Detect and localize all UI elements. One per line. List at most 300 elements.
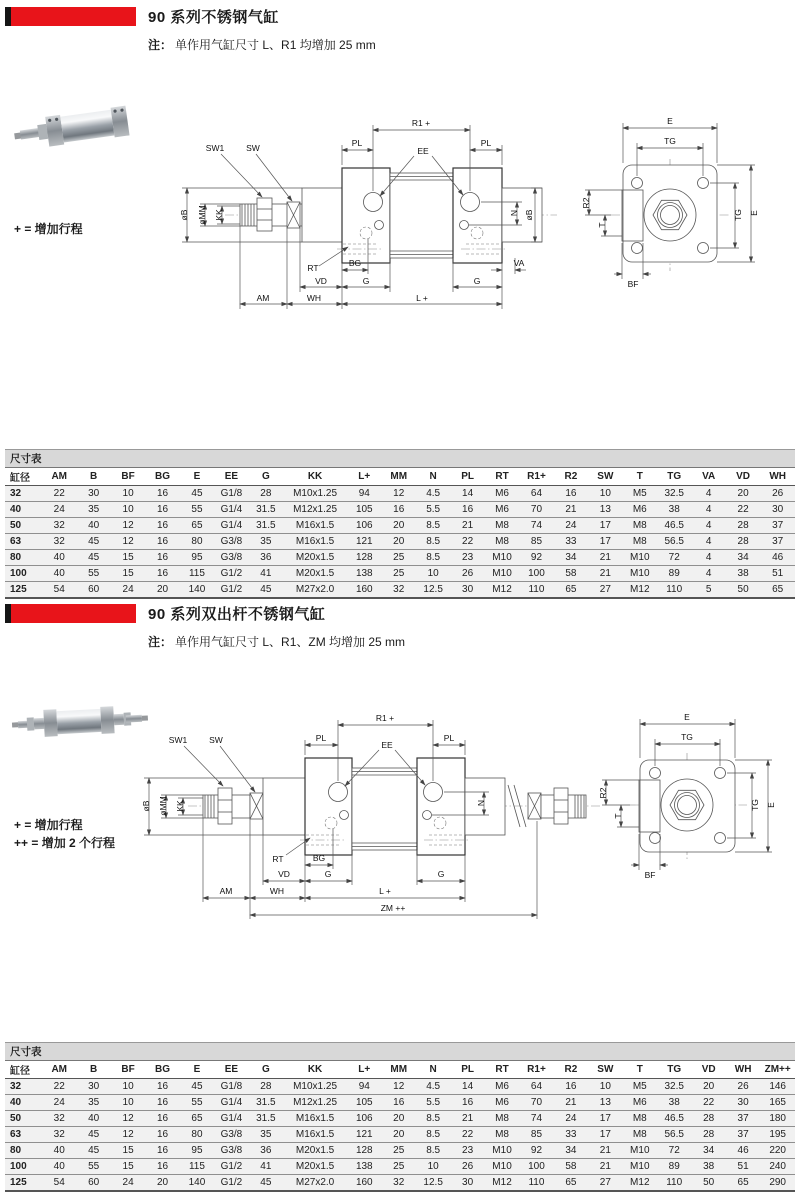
dim-cell: 23 [450, 550, 484, 566]
dim-cell: 64 [519, 1079, 553, 1095]
section2-note [148, 633, 405, 650]
dim-cell: 50 [691, 1175, 725, 1192]
dim-cell: G3/8 [214, 550, 248, 566]
dim-cell: 92 [519, 1143, 553, 1159]
dim-cell: 51 [760, 566, 795, 582]
dim-cell: 20 [691, 1079, 725, 1095]
dim-cell: G3/8 [214, 1143, 248, 1159]
label-ob: øB [524, 209, 534, 221]
dim-cell: 40 [76, 1111, 110, 1127]
column-header: EE [214, 1061, 248, 1079]
bore-cell: 63 [5, 1127, 42, 1143]
double-rod-end-view [630, 753, 747, 860]
dim-cell: 8.5 [416, 1143, 450, 1159]
dim-cell: 45 [180, 1079, 214, 1095]
dim-cell: 140 [180, 1175, 214, 1192]
dim-cell: 28 [726, 518, 760, 534]
dim-cell: 22 [42, 486, 76, 502]
dim-cell: 92 [519, 550, 553, 566]
dim-cell: M10 [623, 1159, 657, 1175]
dim-cell: 34 [554, 1143, 588, 1159]
column-header: E [180, 468, 214, 486]
dim-cell: M10 [485, 1143, 519, 1159]
dim-cell: 24 [554, 518, 588, 534]
dim-cell: 30 [450, 582, 484, 599]
label-kk: KK [175, 800, 185, 812]
dim-cell: 31.5 [249, 1095, 283, 1111]
dim-cell: 4 [691, 550, 725, 566]
dim-cell: 13 [588, 502, 622, 518]
dim-cell: 37 [726, 1127, 760, 1143]
label-l: L + [379, 886, 391, 896]
dim-cell: 16 [145, 518, 179, 534]
dim-cell: 138 [347, 1159, 381, 1175]
column-header: SW [588, 1061, 622, 1079]
dim-cell: 72 [657, 1143, 691, 1159]
column-header: MM [382, 1061, 416, 1079]
dim-cell: 32 [42, 534, 76, 550]
bore-cell: 50 [5, 1111, 42, 1127]
dim-cell: 22 [450, 534, 484, 550]
label-pl: PL [315, 733, 327, 743]
dim-cell: 4 [691, 502, 725, 518]
section2-banner [5, 604, 136, 623]
label-am: AM [219, 886, 233, 896]
dim-cell: 40 [42, 1159, 76, 1175]
dim-cell: 27 [588, 582, 622, 599]
dim-cell: 21 [450, 1111, 484, 1127]
dim-cell: 34 [691, 1143, 725, 1159]
dim-cell: M5 [623, 486, 657, 502]
dim-cell: 106 [347, 518, 381, 534]
dim-cell: 26 [450, 566, 484, 582]
dim-cell: 25 [382, 566, 416, 582]
dim-cell: 110 [657, 1175, 691, 1192]
label-rt: RT [307, 263, 319, 273]
dim-cell: 8.5 [416, 1111, 450, 1127]
dim-cell: G1/2 [214, 566, 248, 582]
dim-cell: 36 [249, 550, 283, 566]
dim-cell: 10 [111, 1079, 145, 1095]
column-header: MM [382, 468, 416, 486]
label-e: E [766, 802, 776, 808]
dim-cell: G3/8 [214, 534, 248, 550]
dim-cell: 32.5 [657, 486, 691, 502]
label-sw1: SW1 [168, 735, 188, 745]
table-row [5, 534, 795, 550]
column-header: SW [588, 468, 622, 486]
dim-cell: 28 [691, 1127, 725, 1143]
dim-cell: G3/8 [214, 1127, 248, 1143]
dim-cell: 95 [180, 1143, 214, 1159]
dim-cell: 51 [726, 1159, 760, 1175]
dim-cell: M27x2.0 [283, 1175, 347, 1192]
label-ob: øB [179, 209, 189, 221]
section2-title: 90 系列双出杆不锈钢气缸 [148, 606, 326, 623]
column-header: TG [657, 468, 691, 486]
dim-cell: 55 [76, 1159, 110, 1175]
label-pl: PL [351, 138, 363, 148]
dim-cell: 15 [111, 566, 145, 582]
table-row [5, 582, 795, 599]
column-header: KK [283, 1061, 347, 1079]
dim-cell: G1/8 [214, 1079, 248, 1095]
bore-cell: 125 [5, 1175, 42, 1192]
dim-cell: M12 [485, 1175, 519, 1192]
dim-cell: M20x1.5 [283, 550, 347, 566]
label-n: N [476, 799, 486, 807]
dim-cell: 21 [588, 1143, 622, 1159]
dim-cell: M6 [485, 1079, 519, 1095]
table-row [5, 1127, 795, 1143]
dim-cell: 60 [76, 582, 110, 599]
dim-cell: 31.5 [249, 518, 283, 534]
product-photo-double-rod-cylinder [8, 692, 153, 754]
dim-cell: 15 [111, 1159, 145, 1175]
dim-cell: 89 [657, 566, 691, 582]
column-header: RT [485, 1061, 519, 1079]
dim-cell: 36 [249, 1143, 283, 1159]
single-rod-end-view [611, 159, 731, 271]
dim-cell: M10 [623, 550, 657, 566]
dim-cell: 23 [450, 1143, 484, 1159]
dim-cell: 16 [382, 502, 416, 518]
dim-cell: 110 [519, 582, 553, 599]
dim-cell: 32 [42, 518, 76, 534]
label-bf: BF [627, 279, 639, 289]
dim-cell: M16x1.5 [283, 518, 347, 534]
dim-cell: M6 [485, 502, 519, 518]
dim-cell: 45 [249, 1175, 283, 1192]
dim-cell: M8 [623, 534, 657, 550]
dim-cell: 89 [657, 1159, 691, 1175]
table-row [5, 502, 795, 518]
note-text: 单作用气缸尺寸 L、R1 均增加 25 mm [175, 38, 376, 52]
table-row [5, 1095, 795, 1111]
label-ee: EE [381, 740, 393, 750]
label-r1: R1 + [411, 118, 431, 128]
dim-cell: 45 [76, 534, 110, 550]
dim-cell: M5 [623, 1079, 657, 1095]
bore-cell: 40 [5, 502, 42, 518]
dim-cell: 70 [519, 1095, 553, 1111]
dim-cell: 21 [554, 502, 588, 518]
cylinder-photo-shapes [11, 704, 148, 738]
dim-cell: 16 [554, 486, 588, 502]
dim-cell: M8 [623, 1127, 657, 1143]
dim-cell: 37 [726, 1111, 760, 1127]
dim-cell: 5 [691, 582, 725, 599]
dim-cell: M20x1.5 [283, 1159, 347, 1175]
dim-cell: 33 [554, 1127, 588, 1143]
dim-cell: 10 [416, 566, 450, 582]
column-header: N [416, 468, 450, 486]
dim-cell: 20 [145, 1175, 179, 1192]
dim-cell: 17 [588, 518, 622, 534]
dim-cell: 54 [42, 1175, 76, 1192]
dimension-table-2 [5, 1042, 795, 1192]
label-e: E [684, 712, 690, 722]
dim-cell: 40 [42, 1143, 76, 1159]
dim-cell: 220 [760, 1143, 795, 1159]
bore-cell: 100 [5, 566, 42, 582]
dim-cell: 25 [382, 1143, 416, 1159]
label-e: E [749, 210, 759, 216]
label-pl: PL [443, 733, 455, 743]
dim-cell: 10 [111, 502, 145, 518]
note-text: 单作用气缸尺寸 L、R1、ZM 均增加 25 mm [175, 635, 406, 649]
dim-cell: 240 [760, 1159, 795, 1175]
dim-cell: M8 [485, 518, 519, 534]
dim-cell: M8 [485, 1127, 519, 1143]
dim-cell: 22 [450, 1127, 484, 1143]
dim-cell: 80 [180, 534, 214, 550]
dim-cell: 80 [180, 1127, 214, 1143]
dim-cell: 22 [726, 502, 760, 518]
dim-cell: M16x1.5 [283, 1111, 347, 1127]
dim-cell: 65 [554, 1175, 588, 1192]
dim-cell: M8 [623, 518, 657, 534]
dim-cell: 16 [145, 1111, 179, 1127]
label-l: L + [416, 293, 428, 303]
dim-cell: M10 [623, 1143, 657, 1159]
dim-cell: 26 [450, 1159, 484, 1175]
table-row [5, 1111, 795, 1127]
dim-cell: 34 [554, 550, 588, 566]
column-header: AM [42, 1061, 76, 1079]
dim-cell: 46.5 [657, 518, 691, 534]
dim-cell: 30 [76, 486, 110, 502]
dim-cell: M16x1.5 [283, 534, 347, 550]
column-header: TG [657, 1061, 691, 1079]
dim-cell: 12 [111, 518, 145, 534]
table-row [5, 550, 795, 566]
dim-cell: M6 [623, 502, 657, 518]
dim-cell: M6 [485, 1095, 519, 1111]
dim-cell: 41 [249, 566, 283, 582]
dim-cell: 21 [588, 550, 622, 566]
bore-cell: 32 [5, 486, 42, 502]
dim-cell: 165 [760, 1095, 795, 1111]
dim-cell: 32 [382, 582, 416, 599]
dim-cell: 72 [657, 550, 691, 566]
table-caption: 尺寸表 [5, 1043, 795, 1061]
dim-cell: 110 [657, 582, 691, 599]
dim-cell: 105 [347, 502, 381, 518]
label-e: E [667, 116, 673, 126]
dim-cell: 94 [347, 1079, 381, 1095]
column-header: KK [283, 468, 347, 486]
dim-cell: 15 [111, 550, 145, 566]
dim-cell: 195 [760, 1127, 795, 1143]
column-header: E [180, 1061, 214, 1079]
dim-cell: 70 [519, 502, 553, 518]
label-omm: øMM [158, 796, 168, 816]
dim-cell: 13 [588, 1095, 622, 1111]
dim-cell: 16 [145, 1095, 179, 1111]
dim-cell: 28 [691, 1111, 725, 1127]
label-t: T [613, 813, 623, 819]
dim-cell: 100 [519, 566, 553, 582]
label-bg: BG [312, 853, 326, 863]
dim-cell: 115 [180, 566, 214, 582]
dim-cell: 121 [347, 1127, 381, 1143]
column-header: RT [485, 468, 519, 486]
label-r2: R2 [598, 787, 608, 799]
dim-cell: 105 [347, 1095, 381, 1111]
label-bf: BF [644, 870, 656, 880]
table-row [5, 1159, 795, 1175]
dim-cell: 55 [180, 1095, 214, 1111]
label-tg: TG [733, 209, 743, 221]
dim-cell: 65 [760, 582, 795, 599]
dim-cell: 14 [450, 486, 484, 502]
dim-cell: 60 [76, 1175, 110, 1192]
dim-cell: 54 [42, 582, 76, 599]
label-tg: TG [664, 136, 676, 146]
dim-cell: 20 [145, 582, 179, 599]
label-vd: VD [315, 276, 327, 286]
dim-cell: 26 [760, 486, 795, 502]
column-header: WH [760, 468, 795, 486]
column-header: PL [450, 468, 484, 486]
dim-cell: 65 [554, 582, 588, 599]
section1-title: 90 系列不锈钢气缸 [148, 9, 279, 26]
dim-cell: 45 [76, 1143, 110, 1159]
drawing-double-rod-cylinder [140, 695, 790, 940]
dim-cell: 30 [76, 1079, 110, 1095]
dim-cell: 74 [519, 518, 553, 534]
dim-cell: G1/4 [214, 1095, 248, 1111]
table-row [5, 518, 795, 534]
dim-cell: 64 [519, 486, 553, 502]
label-tg: TG [681, 732, 693, 742]
dim-cell: 65 [180, 1111, 214, 1127]
column-header: ZM++ [760, 1061, 795, 1079]
dim-cell: 35 [249, 1127, 283, 1143]
bore-cell: 80 [5, 1143, 42, 1159]
dim-cell: 8.5 [416, 534, 450, 550]
dim-cell: 41 [249, 1159, 283, 1175]
dim-cell: 16 [145, 1127, 179, 1143]
stroke-note-1: + = 增加行程 [14, 222, 83, 236]
dim-cell: 10 [111, 486, 145, 502]
dim-cell: M20x1.5 [283, 566, 347, 582]
dim-cell: 4 [691, 486, 725, 502]
label-r2: R2 [581, 197, 591, 209]
dim-cell: 138 [347, 566, 381, 582]
dim-cell: 121 [347, 534, 381, 550]
dim-cell: 38 [691, 1159, 725, 1175]
dim-cell: M8 [485, 1111, 519, 1127]
column-header: EE [214, 468, 248, 486]
dim-cell: 74 [519, 1111, 553, 1127]
dim-cell: 45 [180, 486, 214, 502]
dim-cell: 46.5 [657, 1111, 691, 1127]
dim-cell: 110 [519, 1175, 553, 1192]
dim-cell: M8 [623, 1111, 657, 1127]
label-g: G [324, 869, 332, 879]
stroke-note-2a: + = 增加行程 [14, 818, 83, 832]
dim-cell: 50 [726, 582, 760, 599]
section1-note [148, 36, 376, 53]
dim-cell: M6 [485, 486, 519, 502]
column-header: R2 [554, 468, 588, 486]
column-header: T [623, 468, 657, 486]
dim-cell: 140 [180, 582, 214, 599]
dim-cell: 128 [347, 550, 381, 566]
column-header: R2 [554, 1061, 588, 1079]
dim-cell: M12x1.25 [283, 502, 347, 518]
bore-cell: 125 [5, 582, 42, 599]
dim-cell: 35 [76, 1095, 110, 1111]
dim-cell: 160 [347, 1175, 381, 1192]
dim-cell: M6 [623, 1095, 657, 1111]
dim-cell: 8.5 [416, 1127, 450, 1143]
label-r1: R1 + [375, 713, 395, 723]
column-header: BG [145, 1061, 179, 1079]
label-wh: WH [306, 293, 322, 303]
dim-cell: 10 [588, 1079, 622, 1095]
dim-cell: 21 [450, 518, 484, 534]
column-header: AM [42, 468, 76, 486]
label-tg: TG [750, 799, 760, 811]
dim-cell: 20 [382, 518, 416, 534]
dim-cell: 32.5 [657, 1079, 691, 1095]
dim-cell: 12 [111, 1127, 145, 1143]
dim-cell: 46 [726, 1143, 760, 1159]
dim-cell: 16 [554, 1079, 588, 1095]
bore-cell: 63 [5, 534, 42, 550]
dimension-table-1 [5, 449, 795, 599]
label-am: AM [256, 293, 270, 303]
dim-cell: 8.5 [416, 518, 450, 534]
label-ee: EE [417, 146, 429, 156]
bore-cell: 50 [5, 518, 42, 534]
column-header: G [249, 468, 283, 486]
dim-cell: 45 [76, 1127, 110, 1143]
table-row [5, 486, 795, 502]
dim-cell: 4 [691, 518, 725, 534]
dim-cell: 128 [347, 1143, 381, 1159]
dim-cell: 45 [76, 550, 110, 566]
dim-cell: 20 [382, 1111, 416, 1127]
dim-cell: 25 [382, 550, 416, 566]
dim-cell: 37 [760, 534, 795, 550]
dim-cell: M10 [485, 550, 519, 566]
dim-cell: 16 [382, 1095, 416, 1111]
label-t: T [597, 222, 607, 228]
drawing-single-rod-cylinder [165, 103, 780, 318]
label-g: G [473, 276, 481, 286]
column-header: BF [111, 468, 145, 486]
note-prefix: 注： [148, 38, 173, 52]
dim-cell: M10 [485, 1159, 519, 1175]
dim-cell: 21 [554, 1095, 588, 1111]
dim-cell: 38 [726, 566, 760, 582]
bore-cell: 100 [5, 1159, 42, 1175]
dim-cell: 17 [588, 534, 622, 550]
dim-cell: 24 [111, 1175, 145, 1192]
column-header: PL [450, 1061, 484, 1079]
dim-cell: 32 [42, 1111, 76, 1127]
dim-cell: 16 [145, 486, 179, 502]
column-header: T [623, 1061, 657, 1079]
dim-cell: 20 [726, 486, 760, 502]
dim-cell: G1/4 [214, 502, 248, 518]
dim-cell: 8.5 [416, 550, 450, 566]
label-rt: RT [272, 854, 284, 864]
